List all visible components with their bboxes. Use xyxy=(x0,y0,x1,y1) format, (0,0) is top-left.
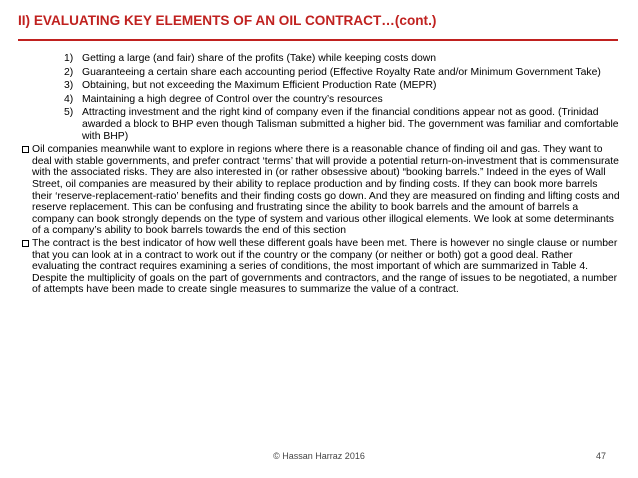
list-item-number: 4) xyxy=(64,93,74,105)
bullet-text: The contract is the best indicator of how well these different goals have been met. There is however no single clause or number that you can look at in a contract to work out if the country or the company (or neither or both) got a good deal. Rather evaluating the contract requires examining a series of conditions, the most important of which are summarized in Table 4. Despite the multiplicity of goals on the part of governments and contractors, and the range of issues to be negotiated, a number of attempts have been made to create single measures to summarize the value of a contract. xyxy=(32,237,618,296)
bullet-paragraph-contract xyxy=(22,238,620,296)
list-item xyxy=(22,67,620,79)
list-item-number: 1) xyxy=(64,53,74,64)
list-item-number: 2) xyxy=(64,66,74,78)
list-item-number: 3) xyxy=(64,80,74,92)
goals-list xyxy=(22,53,620,142)
list-item xyxy=(22,53,620,65)
list-item-number: 5) xyxy=(64,107,74,119)
list-item-text: Maintaining a high degree of Control over the country’s resources xyxy=(82,93,383,105)
checkbox-bullet-icon xyxy=(22,240,29,247)
footer-copyright: © Hassan Harraz 2016 xyxy=(273,451,365,461)
title-underline xyxy=(18,39,618,41)
list-item-text: Obtaining, but not exceeding the Maximum Efficient Production Rate (MEPR) xyxy=(82,80,437,92)
checkbox-bullet-icon xyxy=(22,146,29,153)
bullet-paragraph-oil-companies xyxy=(22,144,620,237)
list-item-text: Getting a large (and fair) share of the profits (Take) while keeping costs down xyxy=(82,53,437,64)
list-item xyxy=(22,94,620,106)
footer-page-number: 47 xyxy=(595,451,606,461)
slide-title: II) EVALUATING KEY ELEMENTS OF AN OIL CONTRACT…(cont.) xyxy=(18,13,437,28)
list-item-text: Attracting investment and the right kind of company even if the financial conditions appear not as good. (Trinidad awarded a block to BHP even though Talisman submitted a higher bid. The government was familiar and comfortable with BHP) xyxy=(82,107,619,142)
slide-body xyxy=(22,53,620,297)
bullet-text: Oil companies meanwhile want to explore in regions where there is a reasonable chance of finding oil and gas. They want to deal with stable governments, and prefer contract ‘terms’ that will provide a potential return-on-investment that is commensurate with the associated risks. They are also interested in (or rather obsessive about) “booking barrels.” Indeed in the eyes of Wall Street, oil companies are measured by their ability to replace production and by finding costs. If they can book more barrels their ‘reserve-replacement-ratio’ benefits and their finding costs go down. And they are measured on finding and lifting costs and reserve replacement. This can be confusing and frustrating since the ability to book barrels and the amount of barrels a company can book strongly depends on the type of system and various other illogical elements. We look at some determinants of a company’s ability to book barrels towards the end of this section xyxy=(32,144,620,237)
list-item xyxy=(22,107,620,142)
list-item-text: Guaranteeing a certain share each accounting period (Effective Royalty Rate and/or Minimum Government Take) xyxy=(82,66,601,78)
list-item xyxy=(22,80,620,92)
